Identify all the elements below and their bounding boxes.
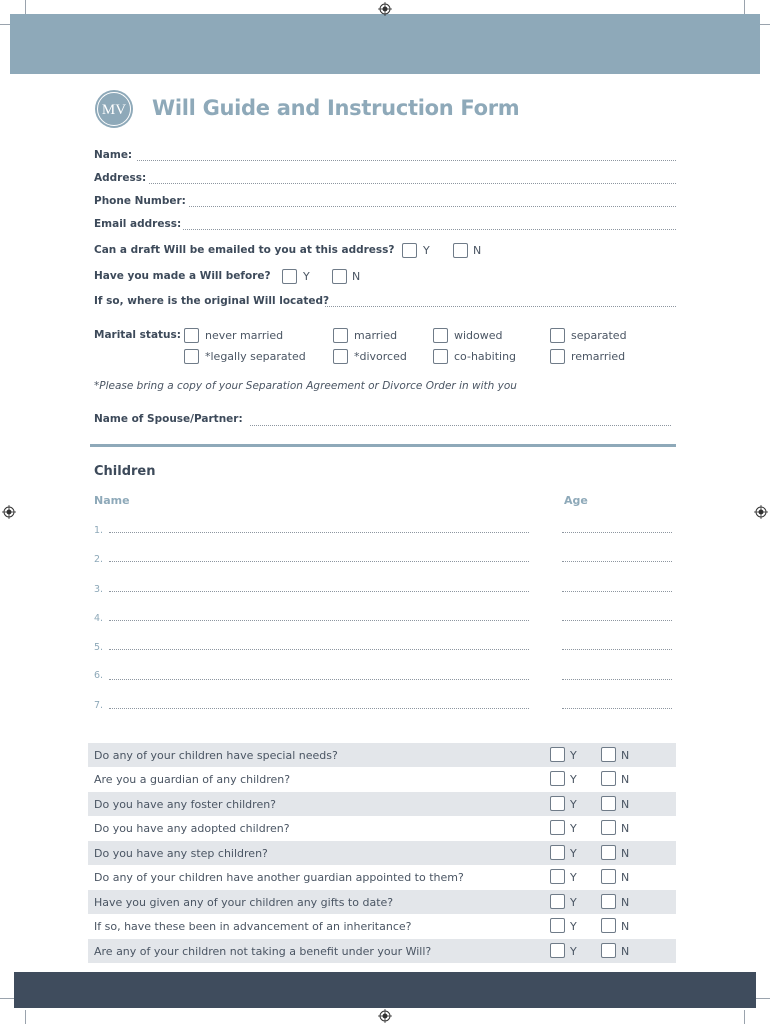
question-no-checkbox[interactable] [601,869,616,884]
made-will-no-checkbox[interactable] [332,269,347,284]
question-row [88,914,676,938]
child-name-field[interactable] [109,532,529,533]
child-name-field[interactable] [109,679,529,680]
crop-mark [756,998,770,999]
divorced-checkbox[interactable] [333,349,348,364]
registration-mark-icon [378,1009,392,1023]
marital-status-label: Marital status: [94,329,181,341]
name-field[interactable] [137,160,676,161]
question-yes-checkbox[interactable] [550,943,565,958]
question-yes-checkbox[interactable] [550,845,565,860]
question-yes-checkbox[interactable] [550,820,565,835]
registration-mark-icon [378,2,392,16]
question-no-checkbox[interactable] [601,943,616,958]
address-field[interactable] [149,183,676,184]
separated-checkbox[interactable] [550,328,565,343]
phone-label: Phone Number: [94,195,186,207]
email-draft-yes-checkbox[interactable] [402,243,417,258]
question-yes-checkbox[interactable] [550,771,565,786]
yes-label: Y [423,244,430,257]
svg-text:MV: MV [101,102,127,118]
yes-label: Y [570,773,577,786]
yes-label: Y [570,798,577,811]
name-column-header: Name [94,494,130,507]
question-no-checkbox[interactable] [601,918,616,933]
no-label: N [621,822,630,835]
question-text: Do any of your children have another guardian appointed to them? [94,871,464,884]
child-age-field[interactable] [562,620,672,621]
child-age-field[interactable] [562,532,672,533]
original-will-label: If so, where is the original Will located? [94,295,330,307]
made-will-question: Have you made a Will before? [94,270,271,282]
child-row-number: 6. [94,670,104,681]
question-text: Are any of your children not taking a benefit under your Will? [94,945,432,958]
logo [94,89,134,129]
question-row [88,939,676,963]
child-age-field[interactable] [562,591,672,592]
question-yes-checkbox[interactable] [550,747,565,762]
child-age-field[interactable] [562,679,672,680]
crop-mark [760,24,770,25]
question-yes-checkbox[interactable] [550,894,565,909]
section-divider [90,444,676,447]
no-label: N [621,773,630,786]
crop-mark [744,1010,745,1024]
legally-separated-checkbox[interactable] [184,349,199,364]
no-label: N [621,847,630,860]
crop-mark [25,1010,26,1024]
email-draft-question: Can a draft Will be emailed to you at this address? [94,244,395,256]
widowed-checkbox[interactable] [433,328,448,343]
form-title: Will Guide and Instruction Form [152,96,520,120]
yes-label: Y [570,749,577,762]
yes-label: Y [570,920,577,933]
never-married-label: never married [205,329,284,342]
question-text: Do you have any foster children? [94,798,277,811]
crop-mark [25,0,26,14]
child-age-field[interactable] [562,561,672,562]
yes-label: Y [303,270,310,283]
remarried-label: remarried [571,350,626,363]
spouse-label: Name of Spouse/Partner: [94,413,243,425]
address-label: Address: [94,172,147,184]
question-row [88,890,676,914]
child-row-number: 2. [94,554,104,565]
question-no-checkbox[interactable] [601,796,616,811]
registration-mark-icon [754,505,768,519]
no-label: N [621,749,630,762]
no-label: N [621,871,630,884]
yes-label: Y [570,822,577,835]
no-label: N [352,270,361,283]
question-row [88,767,676,791]
no-label: N [621,798,630,811]
original-will-field[interactable] [325,306,676,307]
co-habiting-label: co-habiting [454,350,517,363]
question-text: Do any of your children have special needs? [94,749,338,762]
child-name-field[interactable] [109,708,529,709]
separation-note: *Please bring a copy of your Separation Agreement or Divorce Order in with you [94,380,517,392]
crop-mark [744,0,745,14]
child-name-field[interactable] [109,620,529,621]
no-label: N [473,244,482,257]
question-text: Do you have any step children? [94,847,268,860]
yes-label: Y [570,945,577,958]
child-row-number: 4. [94,613,104,624]
age-column-header: Age [564,494,588,507]
name-label: Name: [94,149,133,161]
question-no-checkbox[interactable] [601,771,616,786]
email-label: Email address: [94,218,182,230]
question-yes-checkbox[interactable] [550,918,565,933]
no-label: N [621,920,630,933]
registration-mark-icon [2,505,16,519]
yes-label: Y [570,847,577,860]
question-no-checkbox[interactable] [601,747,616,762]
child-name-field[interactable] [109,561,529,562]
never-married-checkbox[interactable] [184,328,199,343]
question-row [88,743,676,767]
widowed-label: widowed [454,329,503,342]
phone-field[interactable] [189,206,676,207]
question-row [88,841,676,865]
question-row [88,865,676,889]
co-habiting-checkbox[interactable] [433,349,448,364]
email-draft-no-checkbox[interactable] [453,243,468,258]
question-no-checkbox[interactable] [601,845,616,860]
question-no-checkbox[interactable] [601,894,616,909]
question-text: Are you a guardian of any children? [94,773,291,786]
crop-mark [0,24,10,25]
question-yes-checkbox[interactable] [550,869,565,884]
child-age-field[interactable] [562,708,672,709]
child-age-field[interactable] [562,649,672,650]
question-text: Have you given any of your children any gifts to date? [94,896,394,909]
legally-separated-label: *legally separated [205,350,306,363]
spouse-field[interactable] [250,425,671,426]
no-label: N [621,945,630,958]
header-band [10,14,760,74]
question-no-checkbox[interactable] [601,820,616,835]
question-row [88,792,676,816]
question-text: Do you have any adopted children? [94,822,290,835]
question-row [88,816,676,840]
yes-label: Y [570,871,577,884]
remarried-checkbox[interactable] [550,349,565,364]
separated-label: separated [571,329,627,342]
no-label: N [621,896,630,909]
children-section-title: Children [94,464,156,479]
child-name-field[interactable] [109,649,529,650]
divorced-label: *divorced [354,350,407,363]
yes-label: Y [570,896,577,909]
child-row-number: 7. [94,700,104,711]
question-yes-checkbox[interactable] [550,796,565,811]
child-row-number: 5. [94,642,104,653]
child-row-number: 1. [94,525,104,536]
email-field[interactable] [183,229,676,230]
made-will-yes-checkbox[interactable] [282,269,297,284]
child-name-field[interactable] [109,591,529,592]
married-label: married [354,329,398,342]
crop-mark [0,998,14,999]
child-row-number: 3. [94,584,104,595]
married-checkbox[interactable] [333,328,348,343]
footer-band [14,972,756,1008]
question-text: If so, have these been in advancement of an inheritance? [94,920,412,933]
